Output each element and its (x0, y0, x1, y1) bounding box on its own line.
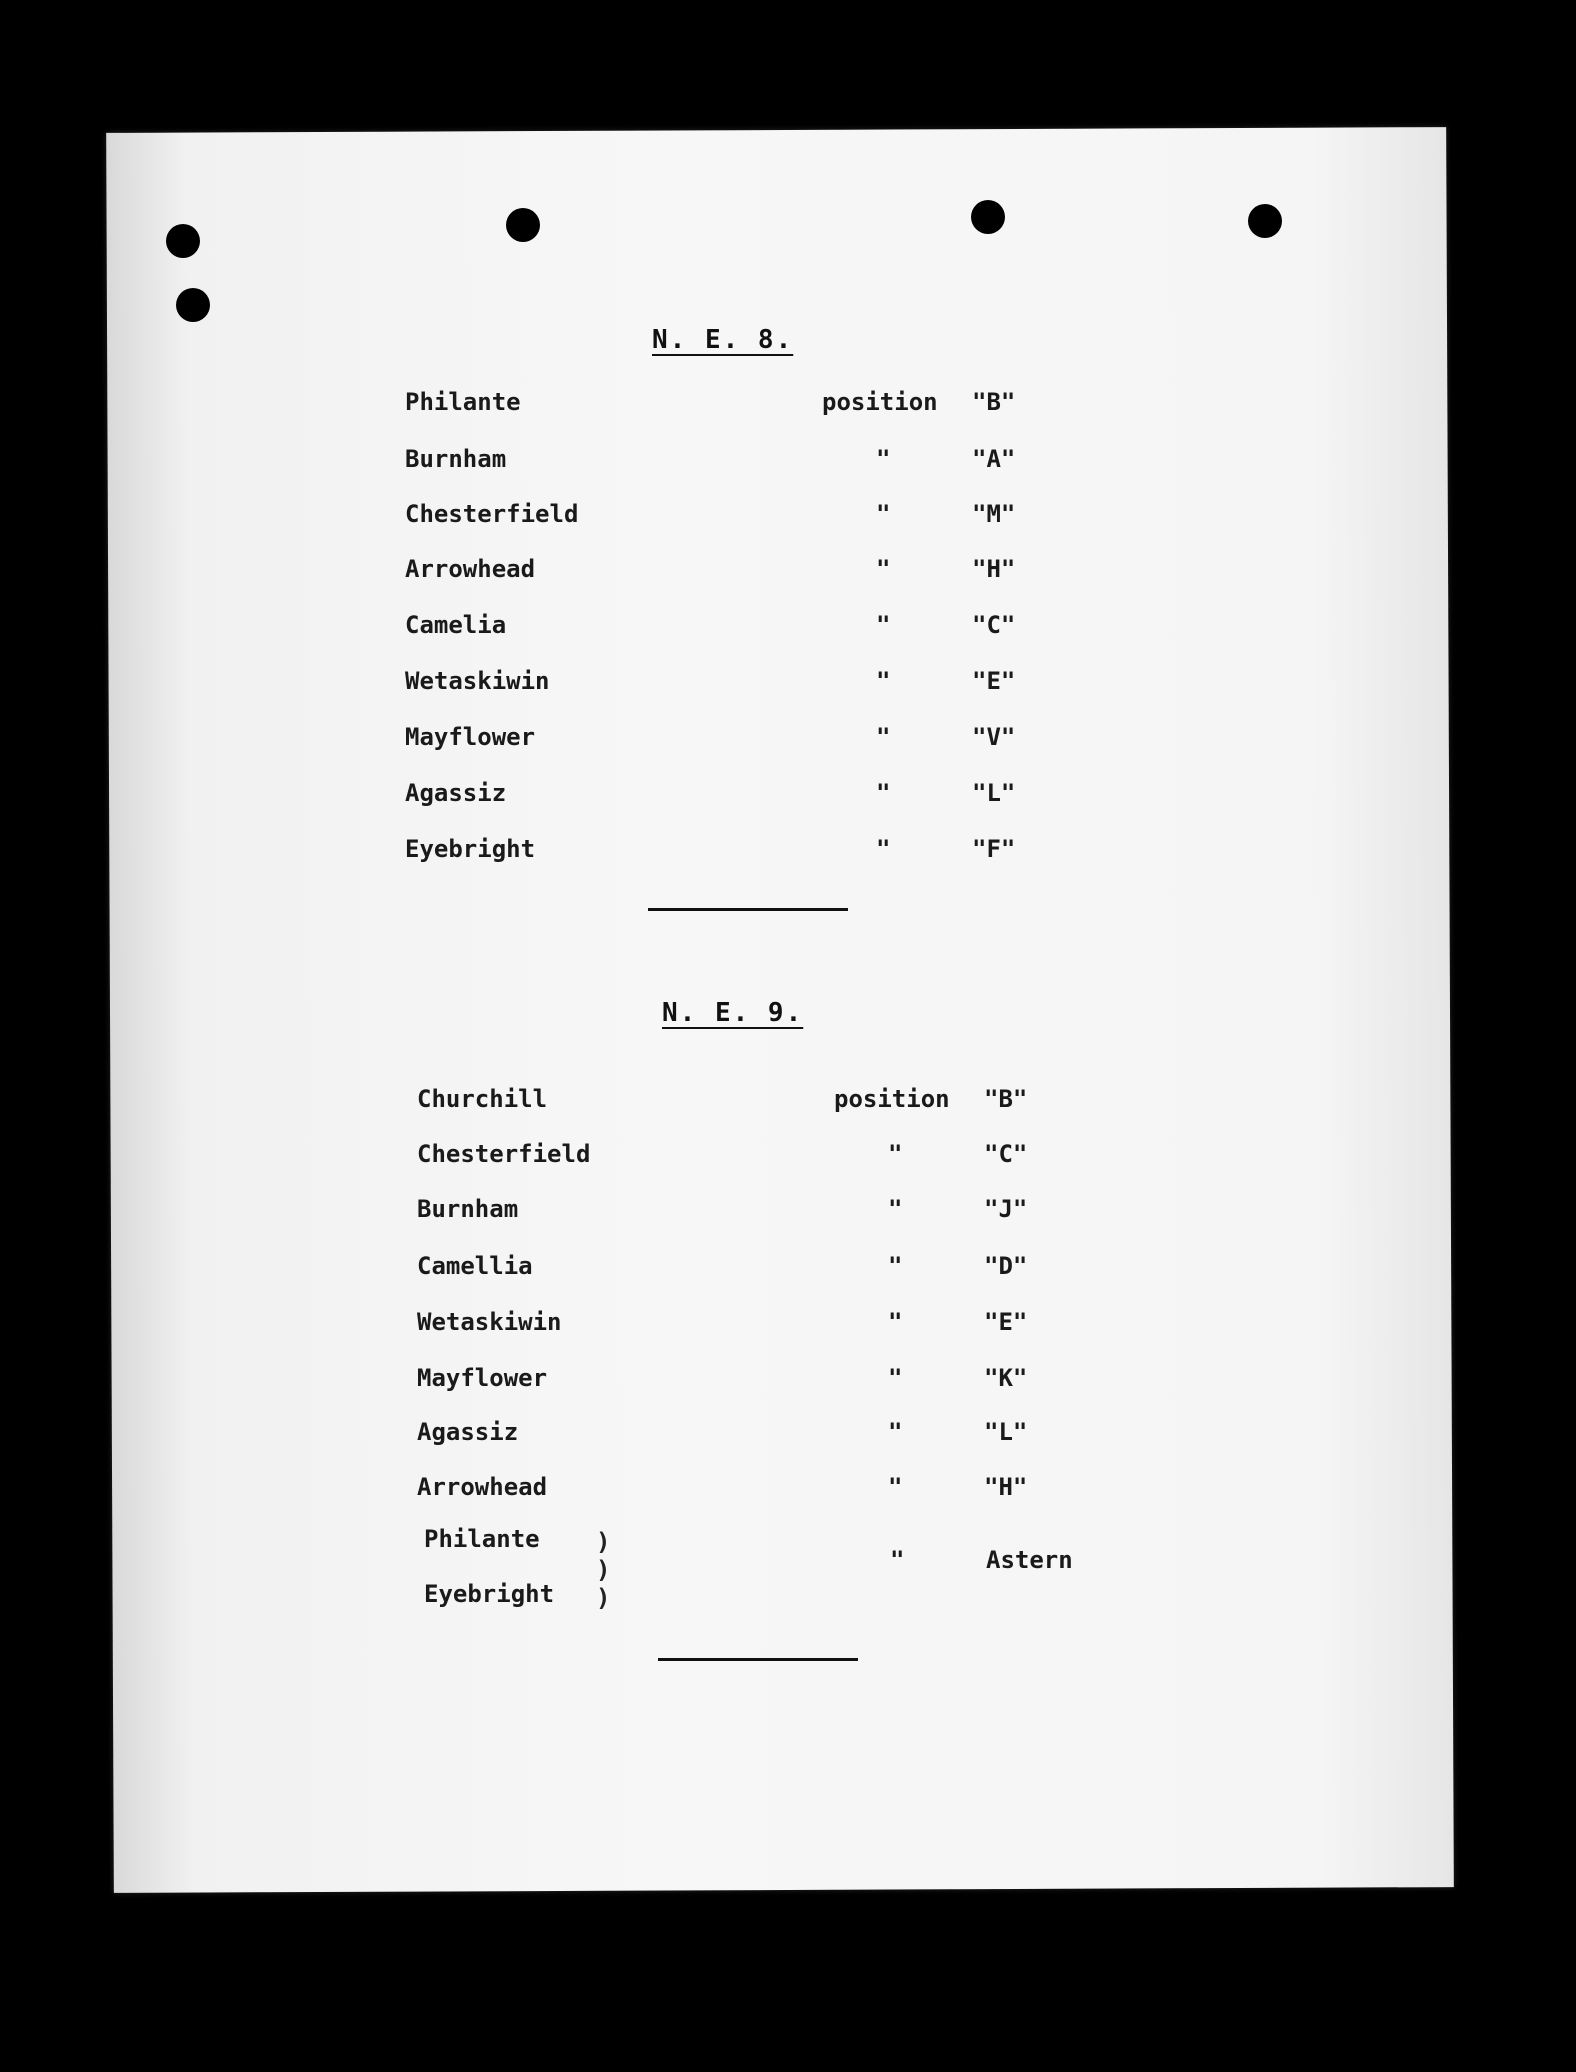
position-value: "J" (984, 1195, 1028, 1223)
grouping-brace: ) ) ) (596, 1528, 611, 1612)
section-divider (658, 1658, 858, 1661)
table-row (0, 1308, 1576, 1352)
ditto-mark: " (888, 1364, 903, 1392)
position-value: "A" (972, 445, 1016, 473)
ship-name: Burnham (417, 1195, 519, 1223)
table-row (0, 555, 1576, 599)
position-label: position (834, 1085, 950, 1113)
ship-name: Camelia (405, 611, 507, 639)
ship-name: Chesterfield (405, 500, 579, 528)
position-value: "V" (972, 723, 1016, 751)
table-row (0, 723, 1576, 767)
punch-hole (166, 224, 200, 258)
table-row (0, 1364, 1576, 1408)
ditto-mark: " (876, 555, 891, 583)
ditto-mark: " (888, 1308, 903, 1336)
ditto-mark: " (876, 667, 891, 695)
ship-name: Burnham (405, 445, 507, 473)
ship-name: Wetaskiwin (417, 1308, 562, 1336)
table-row (0, 1195, 1576, 1239)
ditto-mark: " (876, 835, 891, 863)
ship-name: Agassiz (405, 779, 507, 807)
ditto-mark: " (888, 1473, 903, 1501)
position-value: "C" (972, 611, 1016, 639)
table-row (0, 1546, 1576, 1590)
ship-name: Eyebright (405, 835, 536, 863)
table-row (0, 1473, 1576, 1517)
position-value: "B" (984, 1085, 1028, 1113)
position-value: "D" (984, 1252, 1028, 1280)
position-value: Astern (986, 1546, 1073, 1574)
ship-name: Camellia (417, 1252, 533, 1280)
punch-hole (971, 200, 1005, 234)
section-heading: N. E. 9. (662, 998, 804, 1028)
table-row (0, 1252, 1576, 1296)
position-value: "L" (972, 779, 1016, 807)
ship-name: Eyebright (424, 1580, 555, 1608)
ship-name: Agassiz (417, 1418, 519, 1446)
table-row (0, 779, 1576, 823)
punch-hole (1248, 204, 1282, 238)
table-row (0, 1085, 1576, 1129)
table-row (0, 445, 1576, 489)
position-value: "K" (984, 1364, 1028, 1392)
table-row (0, 500, 1576, 544)
ditto-mark: " (876, 500, 891, 528)
position-value: "F" (972, 835, 1016, 863)
position-value: "M" (972, 500, 1016, 528)
table-row (0, 388, 1576, 432)
ship-name: Philante (405, 388, 521, 416)
ship-name: Wetaskiwin (405, 667, 550, 695)
section-divider (648, 908, 848, 911)
ship-name: Churchill (417, 1085, 548, 1113)
ship-name: Philante (424, 1525, 540, 1553)
punch-hole (176, 288, 210, 322)
table-row (0, 611, 1576, 655)
ditto-mark: " (890, 1546, 905, 1574)
ditto-mark: " (888, 1418, 903, 1446)
table-row (0, 667, 1576, 711)
position-value: "E" (984, 1308, 1028, 1336)
ship-name: Chesterfield (417, 1140, 591, 1168)
table-row (0, 835, 1576, 879)
table-row (0, 1140, 1576, 1184)
ditto-mark: " (876, 611, 891, 639)
ditto-mark: " (876, 779, 891, 807)
ditto-mark: " (876, 445, 891, 473)
ditto-mark: " (876, 723, 891, 751)
ditto-mark: " (888, 1140, 903, 1168)
position-value: "B" (972, 388, 1016, 416)
position-value: "H" (972, 555, 1016, 583)
ship-name: Mayflower (417, 1364, 548, 1392)
section-heading: N. E. 8. (652, 325, 794, 355)
table-row (0, 1418, 1576, 1462)
ship-name: Arrowhead (405, 555, 536, 583)
punch-hole (506, 208, 540, 242)
position-value: "L" (984, 1418, 1028, 1446)
position-value: "H" (984, 1473, 1028, 1501)
position-value: "C" (984, 1140, 1028, 1168)
position-value: "E" (972, 667, 1016, 695)
position-label: position (822, 388, 938, 416)
ship-name: Mayflower (405, 723, 536, 751)
ditto-mark: " (888, 1252, 903, 1280)
ship-name: Arrowhead (417, 1473, 548, 1501)
ditto-mark: " (888, 1195, 903, 1223)
